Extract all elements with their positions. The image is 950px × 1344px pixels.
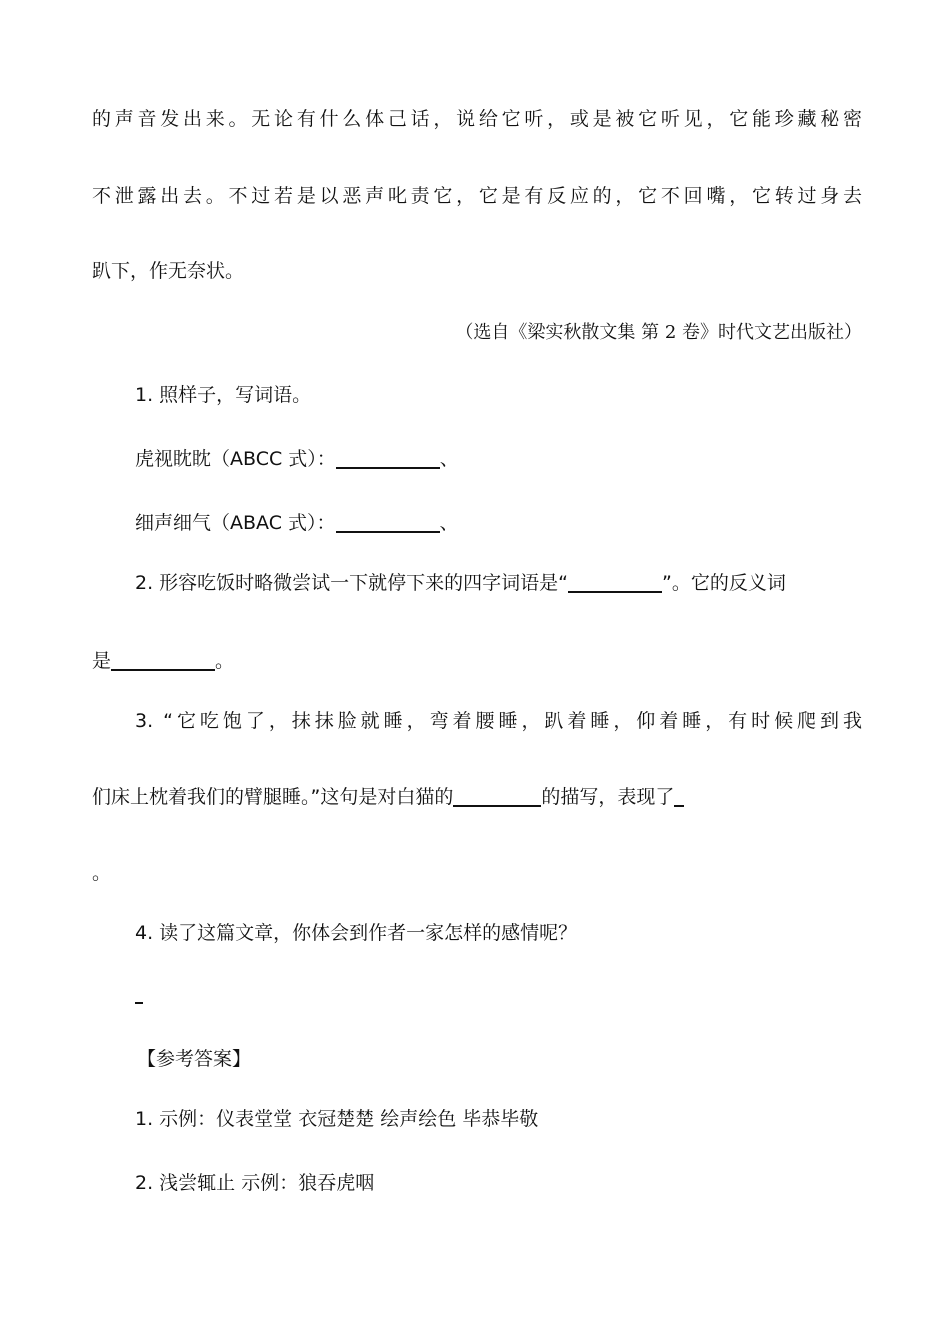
answer-1: 1. 示例：仪表堂堂 衣冠楚楚 绘声绘色 毕恭毕敬 [135,1108,539,1130]
q3-line2-a: 们床上枕着我们的臂腿睡。”这句是对白猫的 [92,786,454,808]
q1-a-blank[interactable] [336,447,440,469]
q2-line2-suffix: 。 [215,650,235,672]
q1-a-sep: 、 [439,448,459,470]
q2-part1: 2. 形容吃饭时略微尝试一下就停下来的四字词语是“ [135,572,569,594]
q1-a-prefix: 虎视眈眈（ABCC 式）： [135,448,336,470]
q3-line-3: 。 [92,862,112,884]
q2-line-2 [92,646,862,673]
q1-b-prefix: 细声细气（ABAC 式）： [135,512,336,534]
answers-heading: 【参考答案】 [137,1048,252,1070]
q2-line2-prefix: 是 [92,650,112,672]
q4-text: 4. 读了这篇文章，你体会到作者一家怎样的感情呢？ [135,922,578,944]
q3-line-2 [92,782,862,809]
q3-line2-b: 的描写，表现了 [541,786,675,808]
q4-answer-blank[interactable] [135,1002,143,1004]
q2-line-1 [135,568,862,595]
q3-blank-2[interactable] [674,785,684,807]
q3-line-1: 3. “它吃饱了，抹抹脸就睡，弯着腰睡，趴着睡，仰着睡，有时候爬到我 [135,710,862,732]
answer-2: 2. 浅尝辄止 示例：狼吞虎咽 [135,1172,375,1194]
q1-item-a [135,444,862,471]
passage-line-2: 不泄露出去。不过若是以恶声叱责它，它是有反应的，它不回嘴，它转过身去 [92,185,862,207]
passage-line-3: 趴下，作无奈状。 [92,260,245,282]
q2-blank-2[interactable] [111,649,215,671]
passage-source: （选自《梁实秋散文集 第 2 卷》时代文艺出版社） [455,322,862,343]
q1-b-blank[interactable] [336,511,440,533]
q3-blank-1[interactable] [453,785,541,807]
passage-line-1: 的声音发出来。无论有什么体己话，说给它听，或是被它听见，它能珍藏秘密 [92,108,862,130]
q2-part2: ”。它的反义词 [662,572,786,594]
q1-item-b [135,508,862,535]
q1-b-sep: 、 [439,512,459,534]
q1-title: 1. 照样子，写词语。 [135,384,312,406]
q2-blank-1[interactable] [568,571,662,593]
